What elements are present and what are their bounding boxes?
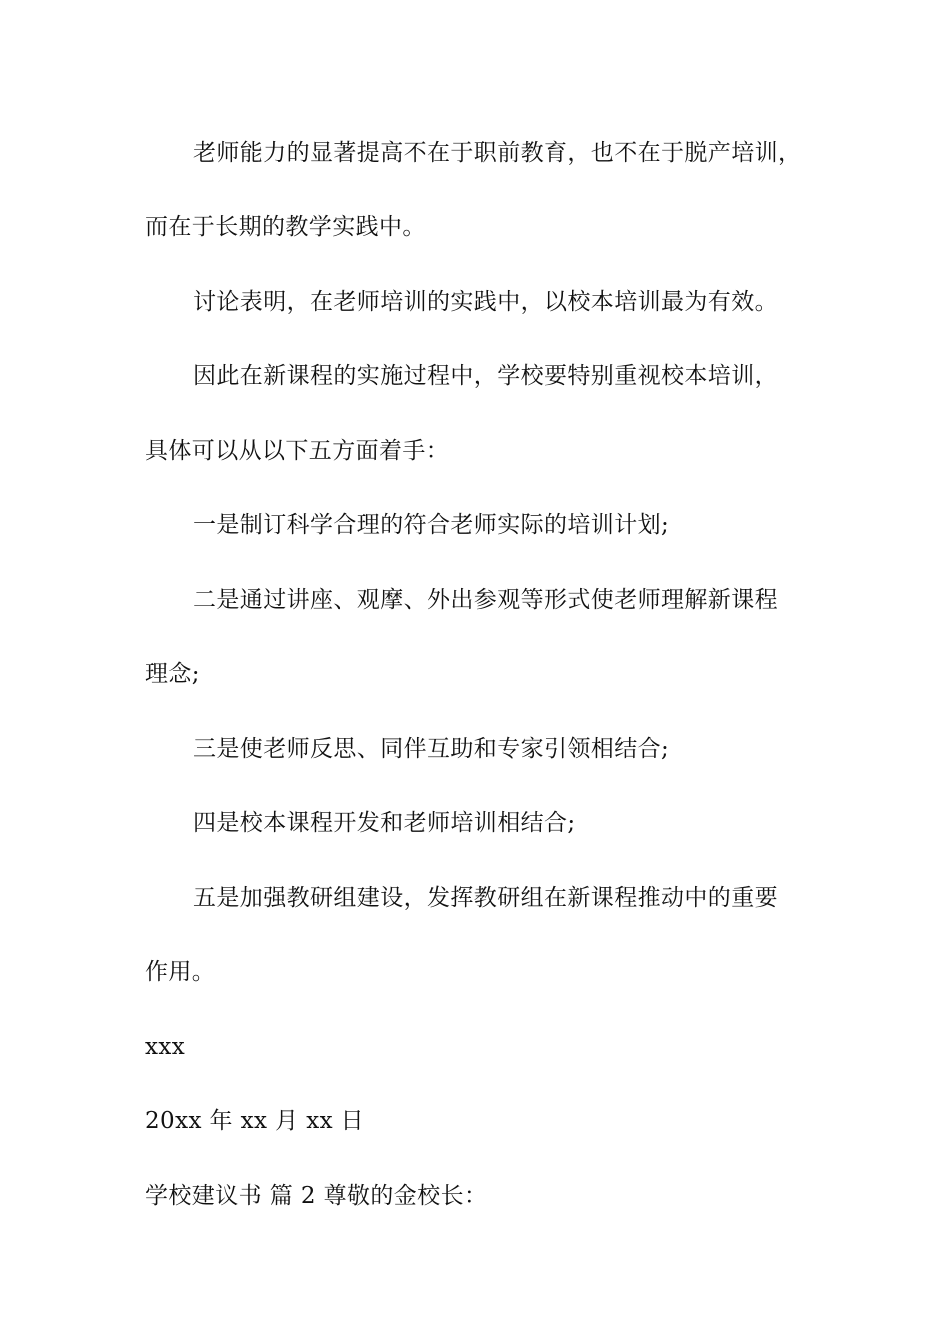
list-item-2: 二是通过讲座、观摩、外出参观等形式使老师理解新课程 (193, 587, 778, 613)
list-item-5-continuation: 作用。 (145, 959, 216, 985)
section-heading: 学校建议书 篇 2 尊敬的金校长： (145, 1183, 488, 1209)
list-item-3: 三是使老师反思、同伴互助和专家引领相结合; (193, 736, 670, 762)
paragraph-line-5: 具体可以从以下五方面着手： (145, 438, 450, 464)
list-item-1: 一是制订科学合理的符合老师实际的培训计划; (193, 512, 670, 538)
paragraph-line-4: 因此在新课程的实施过程中，学校要特别重视校本培训， (193, 363, 778, 389)
list-item-4: 四是校本课程开发和老师培训相结合; (193, 810, 576, 836)
list-item-2-continuation: 理念; (145, 661, 200, 687)
list-item-5: 五是加强教研组建设，发挥教研组在新课程推动中的重要 (193, 885, 778, 911)
paragraph-line-3: 讨论表明，在老师培训的实践中，以校本培训最为有效。 (193, 289, 778, 315)
signature-date: 20xx 年 xx 月 xx 日 (145, 1108, 365, 1134)
paragraph-line-1: 老师能力的显著提高不在于职前教育，也不在于脱产培训， (193, 140, 802, 166)
signature-name: xxx (145, 1034, 186, 1060)
paragraph-line-2: 而在于长期的教学实践中。 (145, 214, 426, 240)
